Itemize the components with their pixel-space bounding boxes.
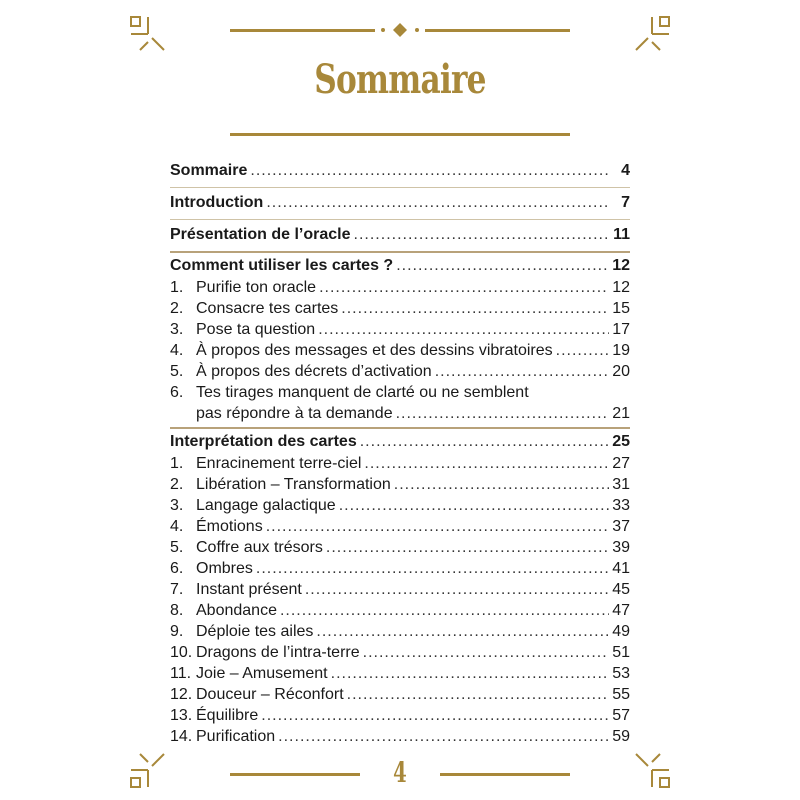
leader-dots [396,403,609,424]
leader-dots [363,642,609,663]
toc-item-label: Tes tirages manquent de clarté ou ne semblent [196,384,529,401]
corner-ornament-bottom-left [128,750,168,790]
toc-item[interactable] [170,453,630,474]
toc-section-label: Interprétation des cartes [170,433,357,450]
toc-item-label: pas répondre à ta demande [196,405,393,422]
toc-page-number: 53 [612,665,630,682]
toc-item[interactable] [170,495,630,516]
toc-page-number: 47 [612,602,630,619]
corner-ornament-top-right [632,14,672,54]
leader-dots [256,558,609,579]
top-rule [230,29,570,32]
toc-page-number: 25 [612,433,630,450]
toc-item-number: 2. [170,300,184,317]
toc-page-number: 27 [612,455,630,472]
leader-dots [280,600,609,621]
leader-dots [347,684,609,705]
leader-dots [339,495,609,516]
leader-dots [250,158,609,184]
toc-item[interactable] [170,642,630,663]
divider [170,187,630,188]
toc-item-number: 7. [170,581,184,598]
toc-item-label: Purification [196,728,276,745]
toc-item[interactable] [170,684,630,705]
page-title: Sommaire [314,56,486,103]
toc-page-number: 41 [612,560,630,577]
diamond-ornament [375,22,425,38]
corner-ornament-top-left [128,14,168,54]
toc-item-number: 8. [170,602,184,619]
toc-section-label: Comment utiliser les cartes ? [170,257,394,274]
toc-item-label: Déploie tes ailes [196,623,314,640]
toc-item-number: 11. [170,665,192,682]
toc-item-number: 4. [170,342,184,359]
leader-dots [326,537,609,558]
toc-page-number: 51 [612,644,630,661]
leader-dots [364,453,609,474]
toc-item[interactable] [170,340,630,361]
toc-item-label: Douceur – Réconfort [196,686,344,703]
toc-page-number: 17 [612,321,630,338]
divider [170,219,630,220]
toc-page-number: 55 [612,686,630,703]
toc-item[interactable] [170,516,630,537]
toc-item-number: 4. [170,518,184,535]
leader-dots [556,340,609,361]
toc-item-label: Équilibre [196,707,259,724]
toc-item[interactable] [170,474,630,495]
toc-item[interactable] [170,537,630,558]
toc-item-number: 10. [170,644,193,661]
leader-dots [318,319,609,340]
toc-page-number: 20 [612,363,630,380]
table-of-contents [170,158,630,747]
toc-item-label: Joie – Amusement [196,665,328,682]
leader-dots [396,255,609,277]
toc-section[interactable] [170,222,630,248]
leader-dots [316,621,609,642]
toc-section[interactable] [170,431,630,453]
toc-item-number: 1. [170,279,184,296]
toc-item-label: À propos des messages et des dessins vibratoires [196,342,553,359]
toc-item-label: Ombres [196,560,253,577]
leader-dots [341,298,609,319]
toc-item[interactable] [170,298,630,319]
toc-item-label: Enracinement terre-ciel [196,455,362,472]
toc-page-number: 12 [612,279,630,296]
leader-dots [266,516,609,537]
toc-item-number: 3. [170,321,184,338]
toc-item-number: 6. [170,560,184,577]
toc-item[interactable] [170,705,630,726]
leader-dots [354,222,609,248]
toc-page-number: 15 [612,300,630,317]
toc-page-number: 4 [621,162,630,179]
toc-page-number: 59 [612,728,630,745]
toc-item[interactable] [170,277,630,298]
leader-dots [435,361,609,382]
toc-section-label: Introduction [170,194,264,211]
toc-item-label: Libération – Transformation [196,476,391,493]
toc-item-number: 9. [170,623,184,640]
toc-item-number: 14. [170,728,193,745]
leader-dots [331,663,609,684]
toc-page-number: 33 [612,497,630,514]
bottom-rule-right [440,773,570,776]
toc-item-number: 1. [170,455,184,472]
toc-page-number: 37 [612,518,630,535]
toc-section[interactable] [170,158,630,184]
toc-item[interactable] [170,726,630,747]
leader-dots [278,726,609,747]
toc-item[interactable] [170,663,630,684]
toc-item[interactable] [170,361,630,382]
toc-item-label: Purifie ton oracle [196,279,317,296]
toc-item-label: À propos des décrets d’activation [196,363,432,380]
toc-item-number: 5. [170,363,184,380]
toc-item-label: Coffre aux trésors [196,539,323,556]
toc-page-number: 57 [612,707,630,724]
toc-item-label: Pose ta question [196,321,316,338]
toc-item-label: Consacre tes cartes [196,300,339,317]
bottom-rule-left [230,773,360,776]
toc-page-number: 49 [612,623,630,640]
page-number: 4 [393,756,407,789]
toc-item-number: 2. [170,476,184,493]
toc-page-number: 12 [612,257,630,274]
toc-item-continuation[interactable] [170,403,630,424]
divider [170,427,630,429]
leader-dots [305,579,609,600]
leader-dots [261,705,609,726]
toc-page-number: 11 [613,226,630,243]
toc-page-number: 21 [612,405,630,422]
toc-page-number: 19 [612,342,630,359]
toc-item[interactable] [170,319,630,340]
corner-ornament-bottom-right [632,750,672,790]
title-underline [230,133,570,136]
toc-page-number: 39 [612,539,630,556]
toc-item[interactable] [170,621,630,642]
toc-item-label: Abondance [196,602,277,619]
divider [170,251,630,253]
toc-page-number: 31 [612,476,630,493]
toc-item-number: 3. [170,497,184,514]
toc-section-label: Sommaire [170,162,248,179]
toc-item-number: 13. [170,707,193,724]
toc-section[interactable] [170,255,630,277]
leader-dots [319,277,609,298]
toc-page-number: 7 [621,194,630,211]
leader-dots [394,474,609,495]
toc-item-number: 5. [170,539,184,556]
toc-item[interactable] [170,600,630,621]
toc-section-label: Présentation de l’oracle [170,226,351,243]
toc-item-number: 12. [170,686,193,703]
toc-item-number: 6. [170,384,184,401]
toc-item[interactable] [170,558,630,579]
toc-page-number: 45 [612,581,630,598]
toc-item[interactable] [170,579,630,600]
toc-item[interactable] [170,382,630,403]
toc-item-label: Langage galactique [196,497,336,514]
toc-section[interactable] [170,190,630,216]
leader-dots [266,190,609,216]
toc-item-label: Instant présent [196,581,302,598]
leader-dots [360,431,609,453]
toc-item-label: Émotions [196,518,263,535]
toc-item-label: Dragons de l’intra-terre [196,644,360,661]
